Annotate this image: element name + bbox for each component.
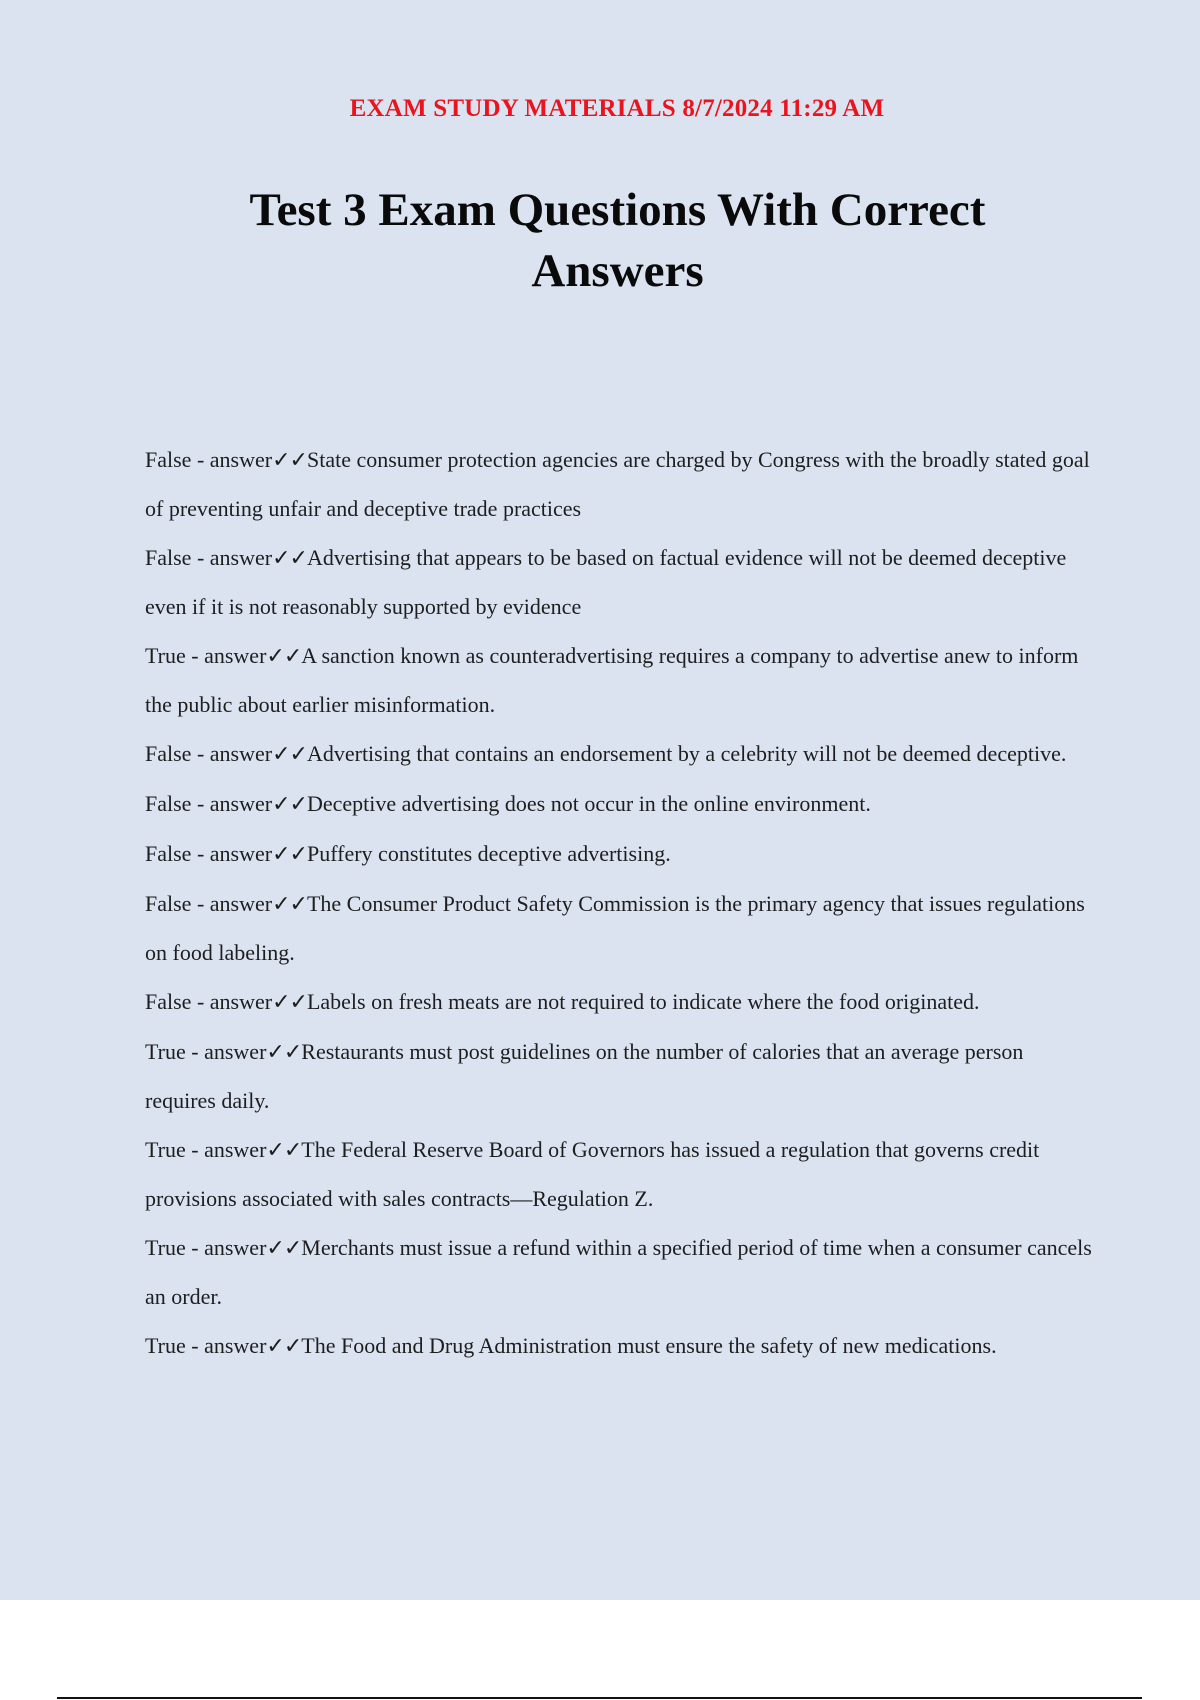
- double-check-icon: ✓✓: [266, 644, 302, 669]
- qa-item: [145, 1224, 1095, 1321]
- qa-item: [145, 632, 1095, 729]
- footer-divider: [57, 1697, 1142, 1699]
- answer-value: False: [145, 545, 192, 570]
- question-statement: Labels on fresh meats are not required to indicate where the food originated.: [306, 989, 980, 1014]
- answer-value: False: [145, 989, 192, 1014]
- question-statement: The Food and Drug Administration must ensure the safety of new medications.: [301, 1333, 997, 1358]
- qa-item: [145, 780, 1095, 829]
- answer-value: False: [145, 841, 192, 866]
- qa-item: [145, 880, 1095, 977]
- qa-item: [145, 730, 1095, 779]
- answer-connector: - answer: [191, 741, 273, 766]
- answer-value: False: [145, 741, 192, 766]
- answer-connector: - answer: [191, 791, 273, 816]
- qa-item: [145, 1322, 1095, 1371]
- exam-header-line: EXAM STUDY MATERIALS 8/7/2024 11:29 AM: [349, 95, 885, 122]
- double-check-icon: ✓✓: [272, 448, 307, 473]
- double-check-icon: ✓✓: [272, 792, 307, 817]
- answer-connector: - answer: [185, 643, 267, 668]
- answer-connector: - answer: [191, 447, 273, 472]
- question-statement: Merchants must issue a refund within a specified period of time when a consumer cancels an order.: [145, 1235, 1092, 1309]
- double-check-icon: ✓✓: [272, 990, 307, 1015]
- answer-value: True: [145, 1137, 186, 1162]
- answer-connector: - answer: [185, 1333, 267, 1358]
- answer-connector: - answer: [191, 989, 273, 1014]
- double-check-icon: ✓✓: [266, 1138, 302, 1163]
- answer-connector: - answer: [191, 891, 273, 916]
- question-statement: Advertising that contains an endorsement by a celebrity will not be deemed deceptive.: [306, 741, 1067, 766]
- double-check-icon: ✓✓: [272, 546, 307, 571]
- question-statement: Restaurants must post guidelines on the number of calories that an average person requires daily.: [145, 1039, 1024, 1113]
- answer-value: False: [145, 447, 192, 472]
- question-statement: A sanction known as counteradvertising requires a company to advertise anew to inform the public about earlier misinformation.: [145, 643, 1079, 717]
- question-statement: Advertising that appears to be based on factual evidence will not be deemed deceptive even if it is not reasonably supported by evidence: [145, 545, 1067, 619]
- page-title: Test 3 Exam Questions With Correct Answers: [249, 184, 986, 297]
- question-statement: The Consumer Product Safety Commission is the primary agency that issues regulations on food labeling.: [145, 891, 1085, 965]
- answer-value: False: [145, 791, 192, 816]
- double-check-icon: ✓✓: [272, 842, 307, 867]
- question-answer-list: [145, 436, 1095, 1371]
- double-check-icon: ✓✓: [266, 1236, 302, 1261]
- qa-item: [145, 1126, 1095, 1223]
- answer-value: True: [145, 1333, 186, 1358]
- answer-value: True: [145, 643, 186, 668]
- answer-connector: - answer: [191, 841, 273, 866]
- qa-item: [145, 978, 1095, 1027]
- answer-value: False: [145, 891, 192, 916]
- double-check-icon: ✓✓: [266, 1040, 302, 1065]
- double-check-icon: ✓✓: [272, 742, 307, 767]
- qa-item: [145, 436, 1095, 533]
- qa-item: [145, 1028, 1095, 1125]
- answer-connector: - answer: [191, 545, 273, 570]
- answer-connector: - answer: [185, 1235, 267, 1260]
- answer-connector: - answer: [185, 1039, 267, 1064]
- question-statement: Deceptive advertising does not occur in the online environment.: [306, 791, 871, 816]
- question-statement: The Federal Reserve Board of Governors has issued a regulation that governs credit provisions associated with sales contracts—Regulation Z.: [145, 1137, 1040, 1211]
- qa-item: [145, 830, 1095, 879]
- qa-item: [145, 534, 1095, 631]
- question-statement: State consumer protection agencies are charged by Congress with the broadly stated goal of preventing unfair and deceptive trade practices: [145, 447, 1090, 521]
- answer-value: True: [145, 1235, 186, 1260]
- answer-value: True: [145, 1039, 186, 1064]
- answer-connector: - answer: [185, 1137, 267, 1162]
- double-check-icon: ✓✓: [272, 892, 307, 917]
- double-check-icon: ✓✓: [266, 1334, 302, 1359]
- question-statement: Puffery constitutes deceptive advertising.: [306, 841, 671, 866]
